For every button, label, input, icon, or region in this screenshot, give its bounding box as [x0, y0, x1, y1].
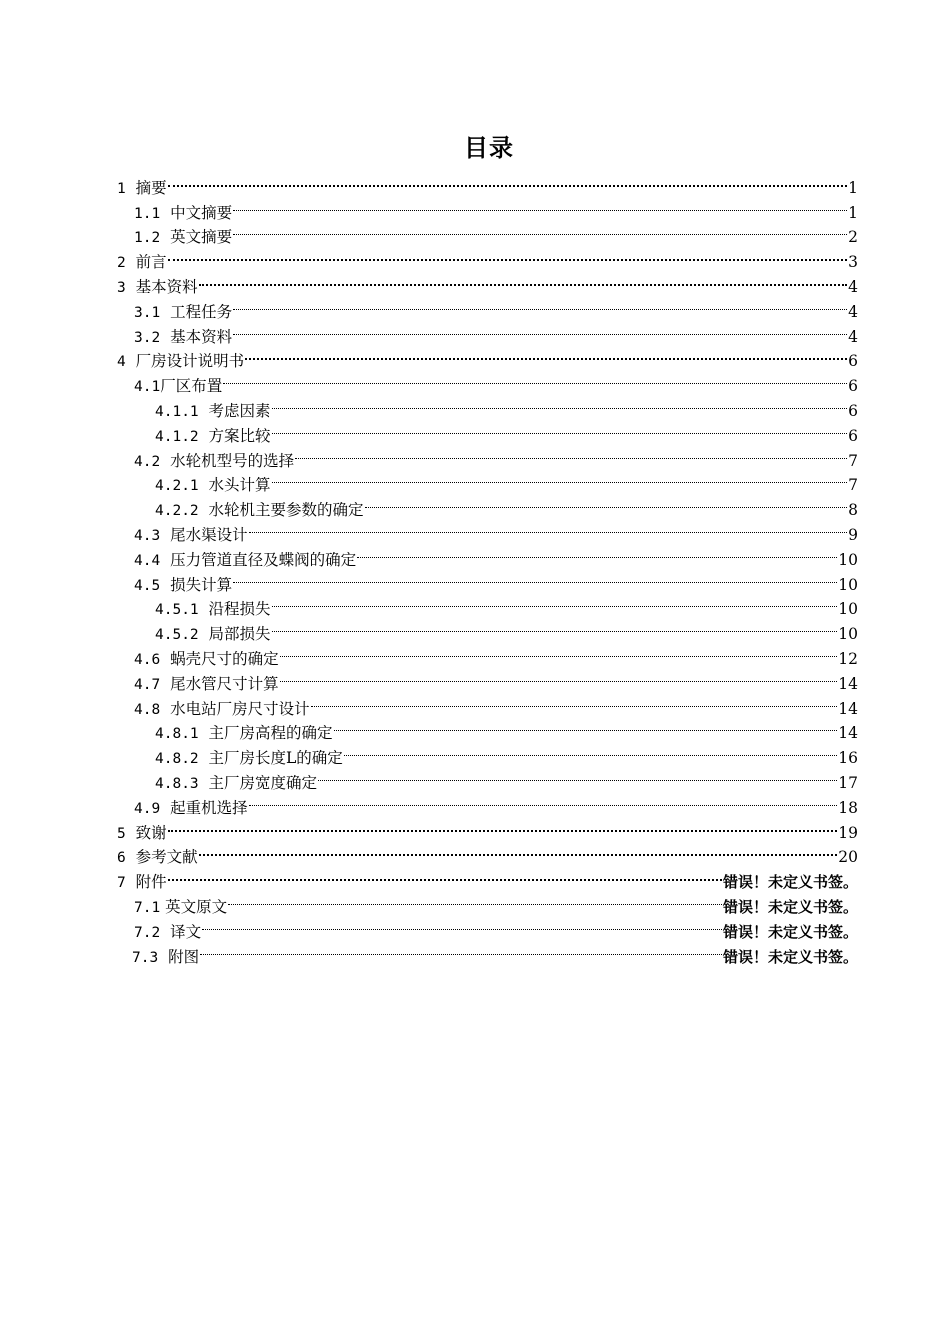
toc-entry-title: 水轮机主要参数的确定	[208, 501, 364, 520]
toc-entry[interactable]	[0, 590, 950, 619]
toc-entry-page: 4	[848, 277, 858, 296]
toc-entry-title: 水电站厂房尺寸设计	[170, 699, 310, 718]
toc-entry[interactable]	[0, 342, 950, 371]
toc-entry-number: 4.8.2	[155, 751, 199, 768]
toc-entry-number: 2	[117, 255, 126, 272]
toc-entry[interactable]	[0, 689, 950, 718]
toc-entry-page: 3	[848, 253, 858, 272]
toc-entry-page: 8	[848, 501, 858, 520]
toc-entry[interactable]	[0, 862, 950, 892]
toc-entry[interactable]	[0, 292, 950, 321]
toc-entry-number: 7.2	[134, 924, 161, 941]
dot-leader	[200, 937, 722, 962]
toc-entry-title: 方案比较	[208, 426, 271, 445]
dot-leader	[272, 416, 848, 441]
toc-entry-title: 蜗壳尺寸的确定	[170, 649, 279, 668]
toc-entry-number: 4.8.3	[155, 775, 199, 792]
toc-entry-title: 尾水管尺寸计算	[170, 674, 279, 693]
toc-entry-number: 4.5.2	[155, 627, 199, 644]
toc-entry[interactable]	[0, 366, 950, 396]
toc-list	[0, 168, 950, 966]
toc-entry-page: 错误！未定义书签。	[722, 922, 858, 941]
toc-entry-number: 3.1	[134, 304, 161, 321]
toc-entry-title: 附件	[135, 873, 167, 892]
toc-entry-title: 英文摘要	[170, 228, 233, 247]
toc-entry[interactable]	[0, 193, 950, 222]
dot-leader	[233, 193, 847, 218]
toc-entry[interactable]	[0, 168, 950, 197]
toc-entry[interactable]	[0, 441, 950, 470]
toc-entry-title: 水头计算	[208, 476, 271, 495]
toc-entry-title: 参考文献	[135, 848, 198, 867]
toc-entry-number: 4.7	[134, 676, 161, 693]
toc-entry[interactable]	[0, 763, 950, 792]
toc-entry[interactable]	[0, 391, 950, 420]
toc-entry-page: 10	[838, 600, 858, 619]
dot-leader	[318, 763, 837, 788]
toc-entry-title: 前言	[135, 253, 167, 272]
toc-entry-page: 12	[838, 649, 858, 668]
toc-entry-number: 4.2.2	[155, 503, 199, 520]
dot-leader	[295, 441, 847, 466]
toc-entry-page: 20	[838, 848, 858, 867]
toc-entry-title: 主厂房长度L的确定	[208, 749, 343, 768]
toc-entry-page: 10	[838, 625, 858, 644]
dot-leader	[228, 887, 722, 912]
dot-leader	[199, 267, 848, 292]
toc-entry[interactable]	[0, 714, 950, 743]
toc-entry-title: 厂房设计说明书	[135, 352, 245, 371]
toc-entry-title: 压力管道直径及蝶阀的确定	[170, 550, 357, 569]
toc-entry-page: 14	[838, 699, 858, 718]
toc-heading: 目录	[464, 134, 514, 162]
dot-leader	[168, 168, 848, 193]
toc-entry-title: 致谢	[135, 823, 167, 842]
toc-entry-page: 9	[848, 525, 858, 544]
toc-entry[interactable]	[0, 887, 950, 916]
toc-entry-number: 4.5.1	[155, 602, 199, 619]
toc-entry-page: 14	[838, 674, 858, 693]
toc-entry-number: 7	[117, 875, 126, 892]
dot-leader	[249, 515, 848, 540]
dot-leader	[168, 242, 848, 267]
dot-leader	[272, 391, 848, 416]
toc-entry-number: 1.1	[134, 205, 161, 222]
toc-entry-number: 4.8.1	[155, 726, 199, 743]
toc-entry-number: 1	[117, 180, 126, 197]
dot-leader	[245, 342, 847, 367]
toc-entry[interactable]	[0, 317, 950, 346]
dot-leader	[272, 466, 848, 491]
dot-leader	[272, 614, 838, 639]
toc-entry-page: 4	[848, 327, 858, 346]
toc-entry-number: 3.2	[134, 329, 161, 346]
toc-entry-number: 4.9	[134, 800, 161, 817]
toc-entry-page: 14	[838, 724, 858, 743]
dot-leader	[233, 565, 837, 590]
toc-entry-title: 局部损失	[208, 625, 271, 644]
toc-entry-page: 错误！未定义书签。	[722, 873, 858, 892]
toc-entry-number: 4.6	[134, 651, 161, 668]
toc-entry[interactable]	[0, 912, 950, 941]
toc-entry-title: 基本资料	[135, 277, 198, 296]
toc-entry-page: 6	[848, 352, 858, 371]
dot-leader	[233, 317, 847, 342]
toc-entry-number: 5	[117, 825, 126, 842]
toc-entry-number: 6	[117, 850, 126, 867]
dot-leader	[311, 689, 838, 714]
dot-leader	[357, 540, 837, 565]
toc-entry-title: 厂区布置	[160, 377, 223, 396]
toc-entry[interactable]	[0, 515, 950, 544]
toc-entry-number: 7.1	[134, 899, 161, 916]
toc-entry-page: 7	[848, 476, 858, 495]
toc-entry-page: 19	[838, 823, 858, 842]
dot-leader	[280, 664, 838, 689]
toc-entry-number: 1.2	[134, 230, 161, 247]
toc-entry-number: 4.1.2	[155, 428, 199, 445]
toc-entry[interactable]	[0, 639, 950, 668]
toc-entry-page: 18	[838, 798, 858, 817]
toc-entry-page: 错误！未定义书签。	[722, 897, 858, 916]
toc-entry-number: 4.2	[134, 453, 161, 470]
toc-entry-title: 起重机选择	[170, 798, 248, 817]
toc-entry-title: 主厂房高程的确定	[208, 724, 333, 743]
dot-leader	[168, 813, 838, 838]
toc-entry-number: 7.3	[132, 949, 159, 966]
toc-entry[interactable]	[0, 267, 950, 296]
toc-entry-title: 水轮机型号的选择	[170, 451, 295, 470]
dot-leader	[223, 366, 847, 391]
toc-entry[interactable]	[0, 937, 950, 966]
toc-entry[interactable]	[0, 242, 950, 272]
toc-entry-title: 基本资料	[170, 327, 233, 346]
toc-entry[interactable]	[0, 416, 950, 445]
toc-entry-number: 4	[117, 354, 126, 371]
dot-leader	[199, 838, 838, 863]
toc-entry[interactable]	[0, 490, 950, 520]
toc-entry-page: 1	[848, 203, 858, 222]
dot-leader	[249, 788, 838, 813]
toc-entry-number: 4.1	[134, 379, 161, 396]
toc-entry[interactable]	[0, 466, 950, 495]
dot-leader	[233, 292, 847, 317]
toc-entry-number: 4.2.1	[155, 478, 199, 495]
toc-entry-page: 16	[838, 749, 858, 768]
toc-entry-page: 错误！未定义书签。	[722, 947, 858, 966]
toc-entry-page: 1	[848, 178, 858, 197]
toc-entry-title: 损失计算	[170, 575, 233, 594]
toc-entry-page: 6	[848, 401, 858, 420]
dot-leader	[233, 218, 847, 243]
toc-entry[interactable]	[0, 218, 950, 247]
toc-entry-title: 工程任务	[170, 302, 233, 321]
toc-entry[interactable]	[0, 838, 950, 867]
dot-leader	[272, 590, 838, 615]
toc-entry[interactable]	[0, 664, 950, 693]
toc-entry-title: 考虑因素	[208, 401, 271, 420]
toc-entry-page: 2	[848, 228, 858, 247]
dot-leader	[168, 862, 722, 887]
toc-entry-title: 译文	[170, 922, 202, 941]
toc-entry-title: 沿程损失	[208, 600, 271, 619]
toc-entry-title: 附图	[168, 947, 200, 966]
dot-leader	[334, 714, 838, 739]
toc-entry[interactable]	[0, 540, 950, 569]
dot-leader	[365, 490, 848, 515]
toc-entry[interactable]	[0, 565, 950, 594]
toc-entry-title: 尾水渠设计	[170, 525, 248, 544]
toc-entry-number: 3	[117, 279, 126, 296]
dot-leader	[280, 639, 838, 664]
toc-entry-page: 17	[838, 773, 858, 792]
toc-entry-page: 6	[848, 426, 858, 445]
toc-entry-number: 4.5	[134, 577, 161, 594]
toc-entry-page: 6	[848, 377, 858, 396]
toc-entry-page: 10	[838, 575, 858, 594]
toc-entry-number: 4.3	[134, 527, 161, 544]
toc-entry-page: 4	[848, 302, 858, 321]
toc-entry-title: 摘要	[135, 178, 167, 197]
dot-leader	[344, 738, 837, 763]
toc-entry-number: 4.8	[134, 701, 161, 718]
toc-entry-page: 7	[848, 451, 858, 470]
toc-entry-title: 中文摘要	[170, 203, 233, 222]
toc-entry-number: 4.4	[134, 552, 161, 569]
dot-leader	[202, 912, 722, 937]
toc-entry[interactable]	[0, 614, 950, 644]
toc-entry[interactable]	[0, 738, 950, 768]
toc-entry[interactable]	[0, 813, 950, 842]
toc-entry-page: 10	[838, 550, 858, 569]
toc-entry-number: 4.1.1	[155, 403, 199, 420]
toc-entry-title: 主厂房宽度确定	[208, 773, 318, 792]
toc-entry[interactable]	[0, 788, 950, 817]
toc-entry-title: 英文原文	[165, 897, 228, 916]
